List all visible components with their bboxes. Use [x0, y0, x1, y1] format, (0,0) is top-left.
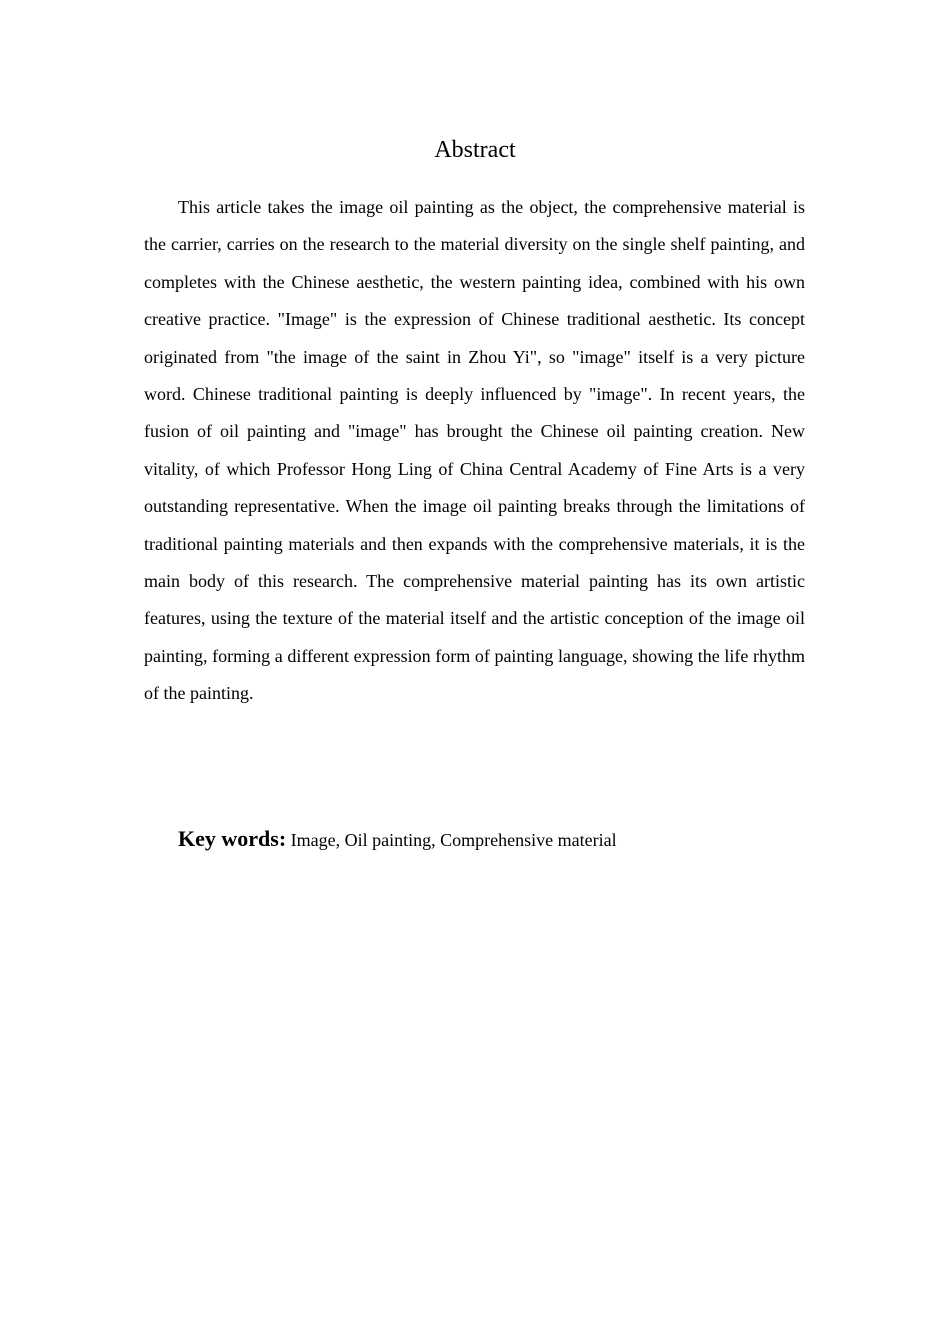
- keywords-label: Key words:: [178, 826, 287, 851]
- abstract-title: Abstract: [434, 137, 516, 163]
- abstract-body: This article takes the image oil painting as the object, the comprehensive material is the carrier, carries on the research to the material diversity on the single shelf painting, and completes with the Chinese aesthetic, the western painting idea, combined with his own creative practice. "Image" is the expression of Chinese traditional aesthetic. Its concept originated from "the image of the saint in Zhou Yi", so "image" itself is a very picture word. Chinese traditional painting is deeply influenced by "image". In recent years, the fusion of oil painting and "image" has brought the Chinese oil painting creation. New vitality, of which Professor Hong Ling of China Central Academy of Fine Arts is a very outstanding representative. When the image oil painting breaks through the limitations of traditional painting materials and then expands with the comprehensive materials, it is the main body of this research. The comprehensive material painting has its own artistic features, using the texture of the material itself and the artistic conception of the image oil painting, forming a different expression form of painting language, showing the life rhythm of the painting.: [144, 197, 805, 704]
- keywords-line: [178, 823, 805, 856]
- keywords-value: Image, Oil painting, Comprehensive material: [290, 830, 617, 850]
